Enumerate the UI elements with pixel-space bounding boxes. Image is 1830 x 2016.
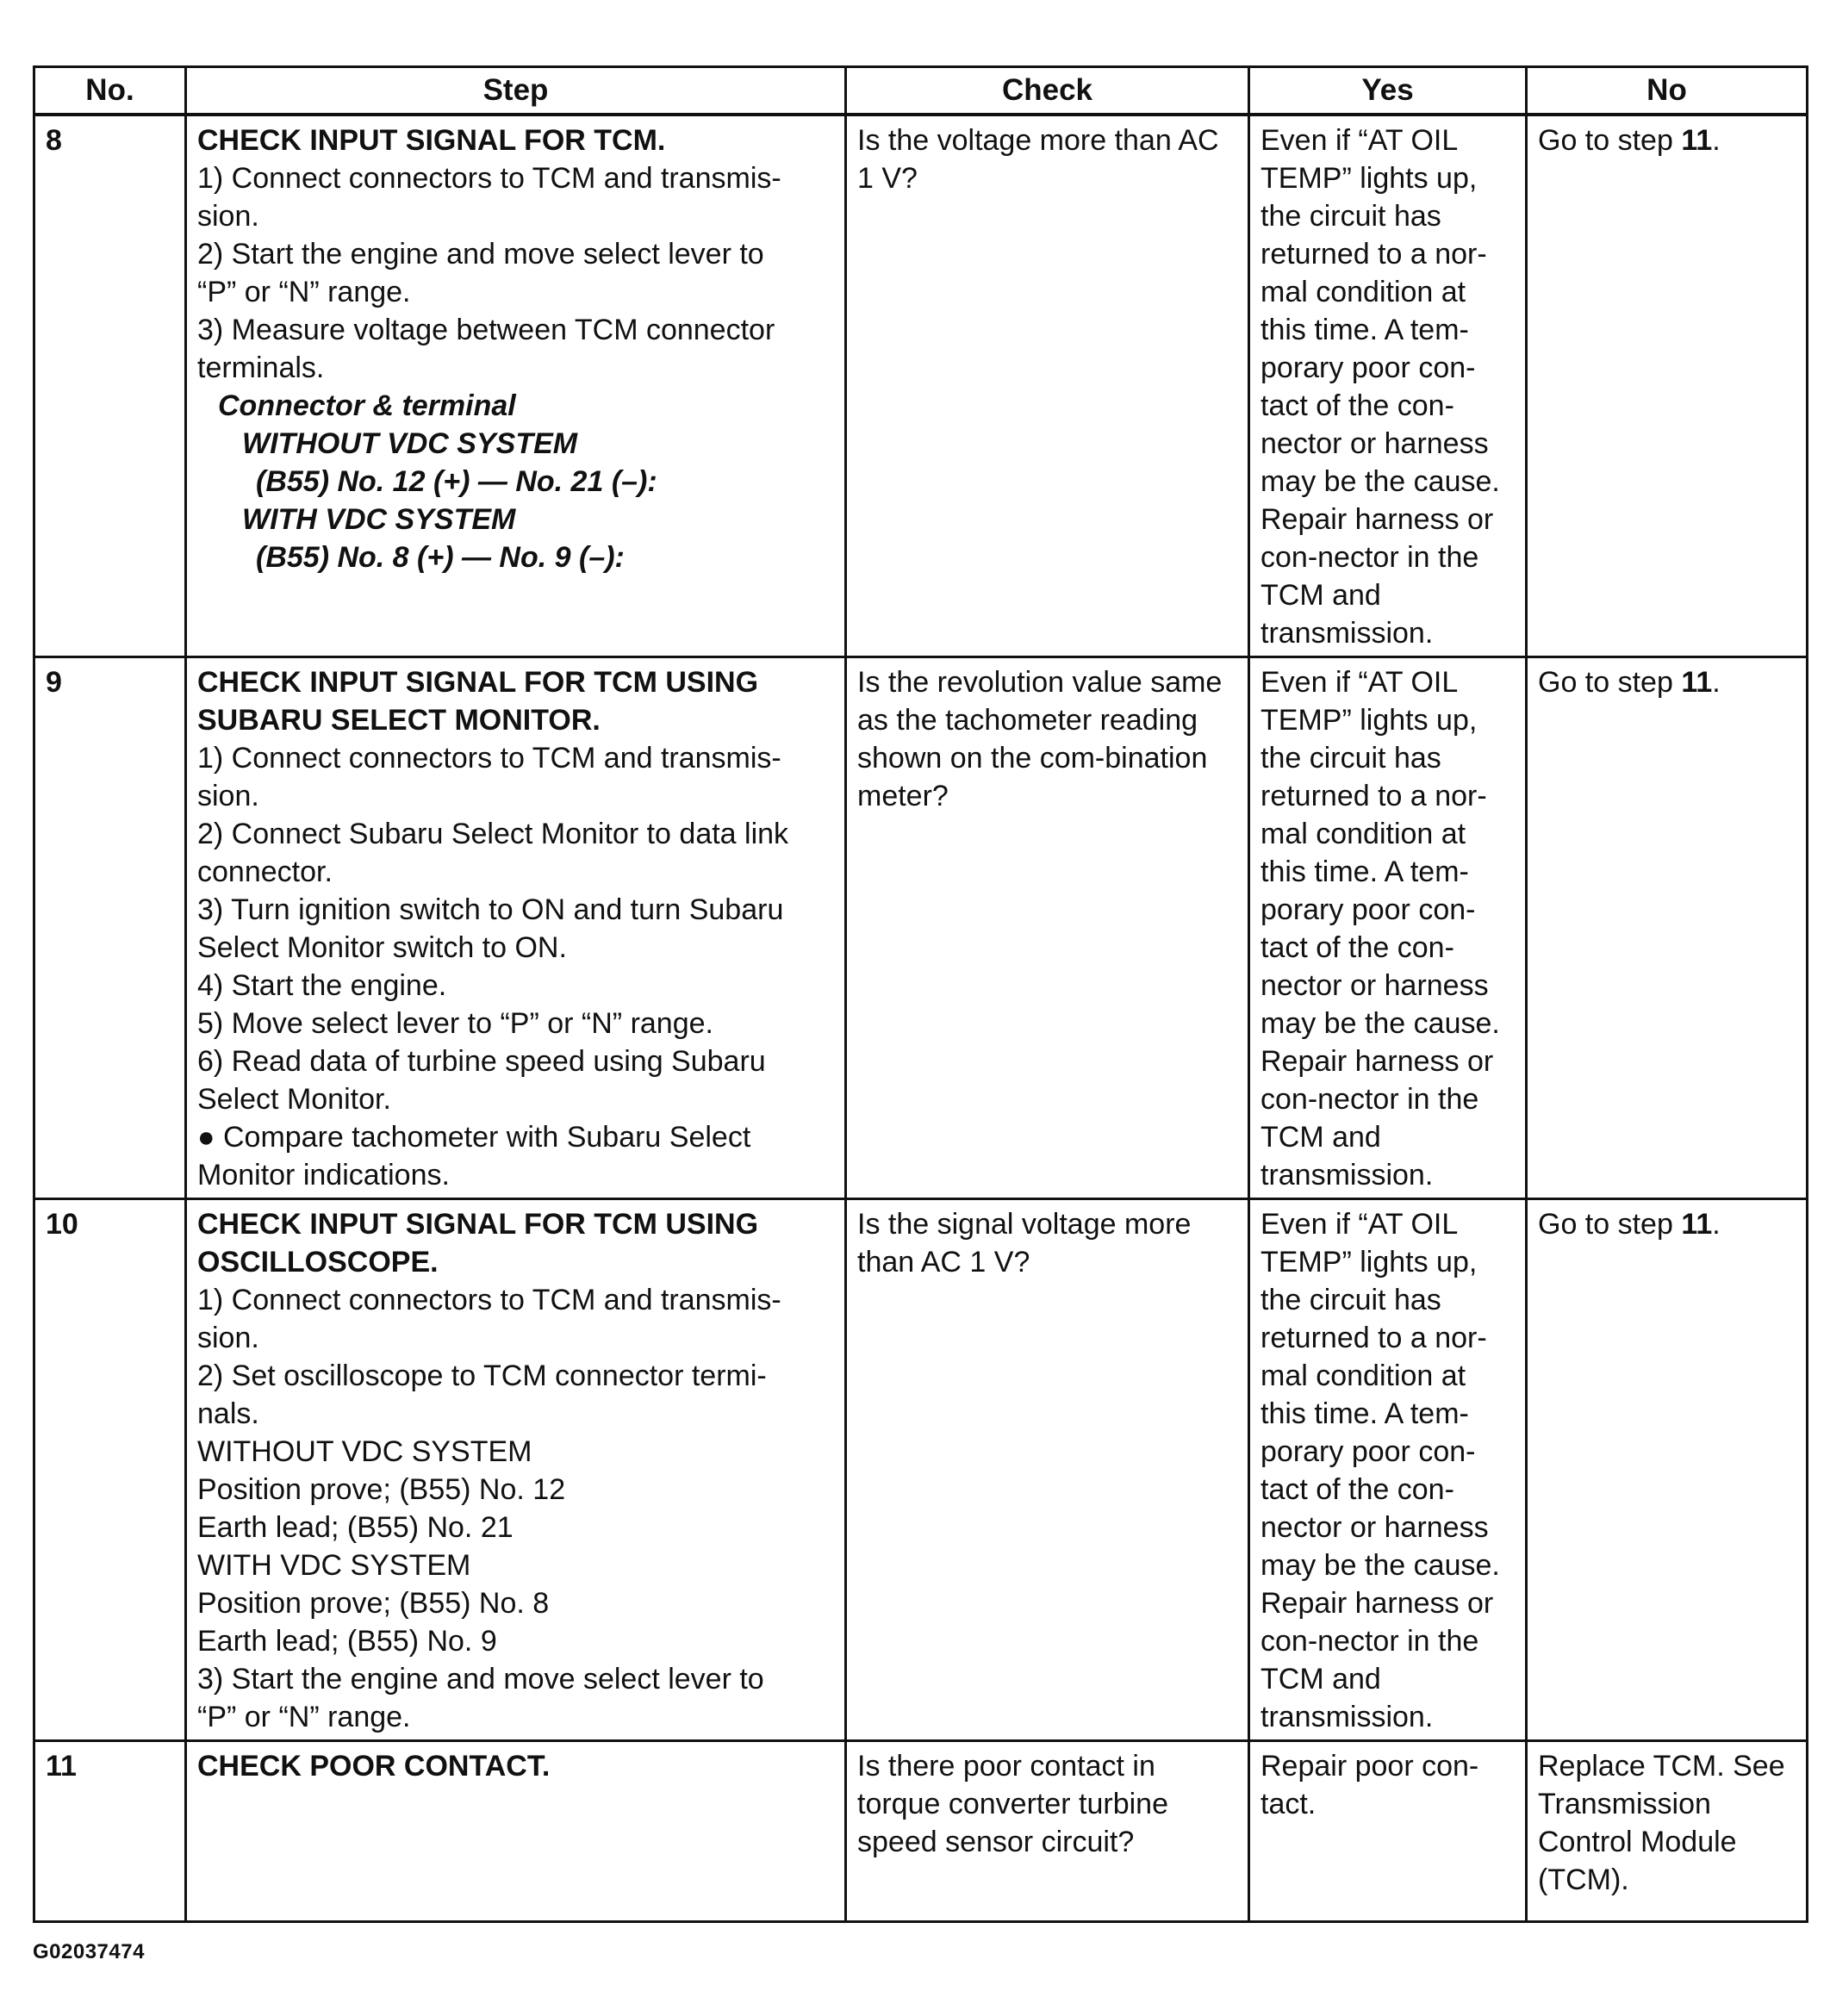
yes-cell: Even if “AT OIL TEMP” lights up, the circuit has returned to a nor-mal condition at this time. A tem-porary poor con-tact of the con-nector or harness may be the cause. Repair harness or con-nector in the TCM and transmission.	[1249, 115, 1527, 657]
step-title: CHECK INPUT SIGNAL FOR TCM USING SUBARU SELECT MONITOR.	[197, 666, 759, 737]
step-line: Earth lead; (B55) No. 21	[197, 1511, 514, 1544]
table-row	[34, 1741, 1808, 1922]
connector-line: (B55) No. 12 (+) — No. 21 (–):	[256, 465, 657, 498]
step-line: 3) Measure voltage between TCM connector	[197, 314, 775, 346]
step-line: Earth lead; (B55) No. 9	[197, 1625, 497, 1658]
step-title: CHECK POOR CONTACT.	[197, 1750, 551, 1783]
step-link[interactable]: 11	[1681, 1208, 1713, 1241]
step-line: ● Compare tachometer with Subaru Select	[197, 1121, 751, 1154]
step-line: Position prove; (B55) No. 12	[197, 1473, 566, 1506]
step-line: sion.	[197, 200, 259, 233]
step-title: CHECK INPUT SIGNAL FOR TCM USING OSCILLOSCOPE.	[197, 1208, 759, 1279]
step-cell	[186, 1199, 846, 1741]
step-title: CHECK INPUT SIGNAL FOR TCM.	[197, 124, 666, 157]
step-line: 3) Turn ignition switch to ON and turn Subaru	[197, 893, 784, 926]
table-header-row	[34, 67, 1808, 115]
yes-cell: Repair poor con-tact.	[1249, 1741, 1527, 1922]
step-line: “P” or “N” range.	[197, 276, 411, 308]
header-no: No.	[34, 67, 186, 115]
step-line: 4) Start the engine.	[197, 969, 447, 1002]
step-cell	[186, 657, 846, 1199]
yes-cell: Even if “AT OIL TEMP” lights up, the circuit has returned to a nor-mal condition at this time. A tem-porary poor con-tact of the con-nector or harness may be the cause. Repair harness or con-nector in the TCM and transmission.	[1249, 1199, 1527, 1741]
no-cell	[1527, 657, 1808, 1199]
connector-line: (B55) No. 8 (+) — No. 9 (–):	[256, 541, 625, 574]
step-line: 1) Connect connectors to TCM and transmis-	[197, 1284, 781, 1316]
table-row	[34, 1199, 1808, 1741]
header-check: Check	[846, 67, 1249, 115]
no-prefix: Go to step	[1538, 124, 1682, 157]
step-line: 2) Set oscilloscope to TCM connector termi-	[197, 1360, 767, 1392]
step-line: Monitor indications.	[197, 1159, 450, 1192]
no-prefix: Go to step	[1538, 1208, 1682, 1241]
header-no-result: No	[1527, 67, 1808, 115]
step-link[interactable]: 11	[1681, 124, 1713, 157]
no-cell: Replace TCM. See Transmission Control Module (TCM).	[1527, 1741, 1808, 1922]
connector-line: WITHOUT VDC SYSTEM	[242, 427, 578, 460]
step-line: nals.	[197, 1397, 259, 1430]
step-number: 11	[34, 1741, 186, 1922]
step-line: sion.	[197, 1322, 259, 1354]
check-cell: Is the voltage more than AC 1 V?	[846, 115, 1249, 657]
figure-id: G02037474	[33, 1940, 145, 1963]
check-cell: Is the revolution value same as the tachometer reading shown on the com-bination meter?	[846, 657, 1249, 1199]
step-number: 8	[34, 115, 186, 657]
step-line: sion.	[197, 780, 259, 812]
no-suffix: .	[1712, 1208, 1721, 1241]
step-cell	[186, 1741, 846, 1922]
step-line: Position prove; (B55) No. 8	[197, 1587, 550, 1620]
no-prefix: Go to step	[1538, 666, 1682, 699]
step-line: 1) Connect connectors to TCM and transmis-	[197, 742, 781, 775]
step-line: 3) Start the engine and move select lever to	[197, 1663, 764, 1696]
diagnostic-table	[33, 65, 1808, 1923]
header-step: Step	[186, 67, 846, 115]
check-cell: Is there poor contact in torque converter turbine speed sensor circuit?	[846, 1741, 1249, 1922]
no-suffix: .	[1712, 666, 1721, 699]
table-row	[34, 657, 1808, 1199]
step-link[interactable]: 11	[1681, 666, 1713, 699]
no-cell	[1527, 115, 1808, 657]
step-line: 5) Move select lever to “P” or “N” range.	[197, 1007, 713, 1040]
step-line: Select Monitor.	[197, 1083, 391, 1116]
step-line: 2) Start the engine and move select lever to	[197, 238, 764, 271]
yes-cell: Even if “AT OIL TEMP” lights up, the circuit has returned to a nor-mal condition at this time. A tem-porary poor con-tact of the con-nector or harness may be the cause. Repair harness or con-nector in the TCM and transmission.	[1249, 657, 1527, 1199]
step-line: “P” or “N” range.	[197, 1701, 411, 1733]
step-number: 10	[34, 1199, 186, 1741]
no-cell	[1527, 1199, 1808, 1741]
step-line: WITHOUT VDC SYSTEM	[197, 1435, 532, 1468]
step-line: terminals.	[197, 352, 325, 384]
connector-line: WITH VDC SYSTEM	[242, 503, 516, 536]
step-line: 2) Connect Subaru Select Monitor to data link	[197, 818, 789, 850]
check-cell: Is the signal voltage more than AC 1 V?	[846, 1199, 1249, 1741]
step-line: 6) Read data of turbine speed using Subaru	[197, 1045, 766, 1078]
step-line: 1) Connect connectors to TCM and transmis-	[197, 162, 781, 195]
step-number: 9	[34, 657, 186, 1199]
step-line: connector.	[197, 856, 333, 888]
no-suffix: .	[1712, 124, 1721, 157]
step-line: WITH VDC SYSTEM	[197, 1549, 471, 1582]
step-line: Select Monitor switch to ON.	[197, 931, 567, 964]
header-yes: Yes	[1249, 67, 1527, 115]
table-row	[34, 115, 1808, 657]
connector-heading: Connector & terminal	[218, 389, 516, 422]
step-cell	[186, 115, 846, 657]
